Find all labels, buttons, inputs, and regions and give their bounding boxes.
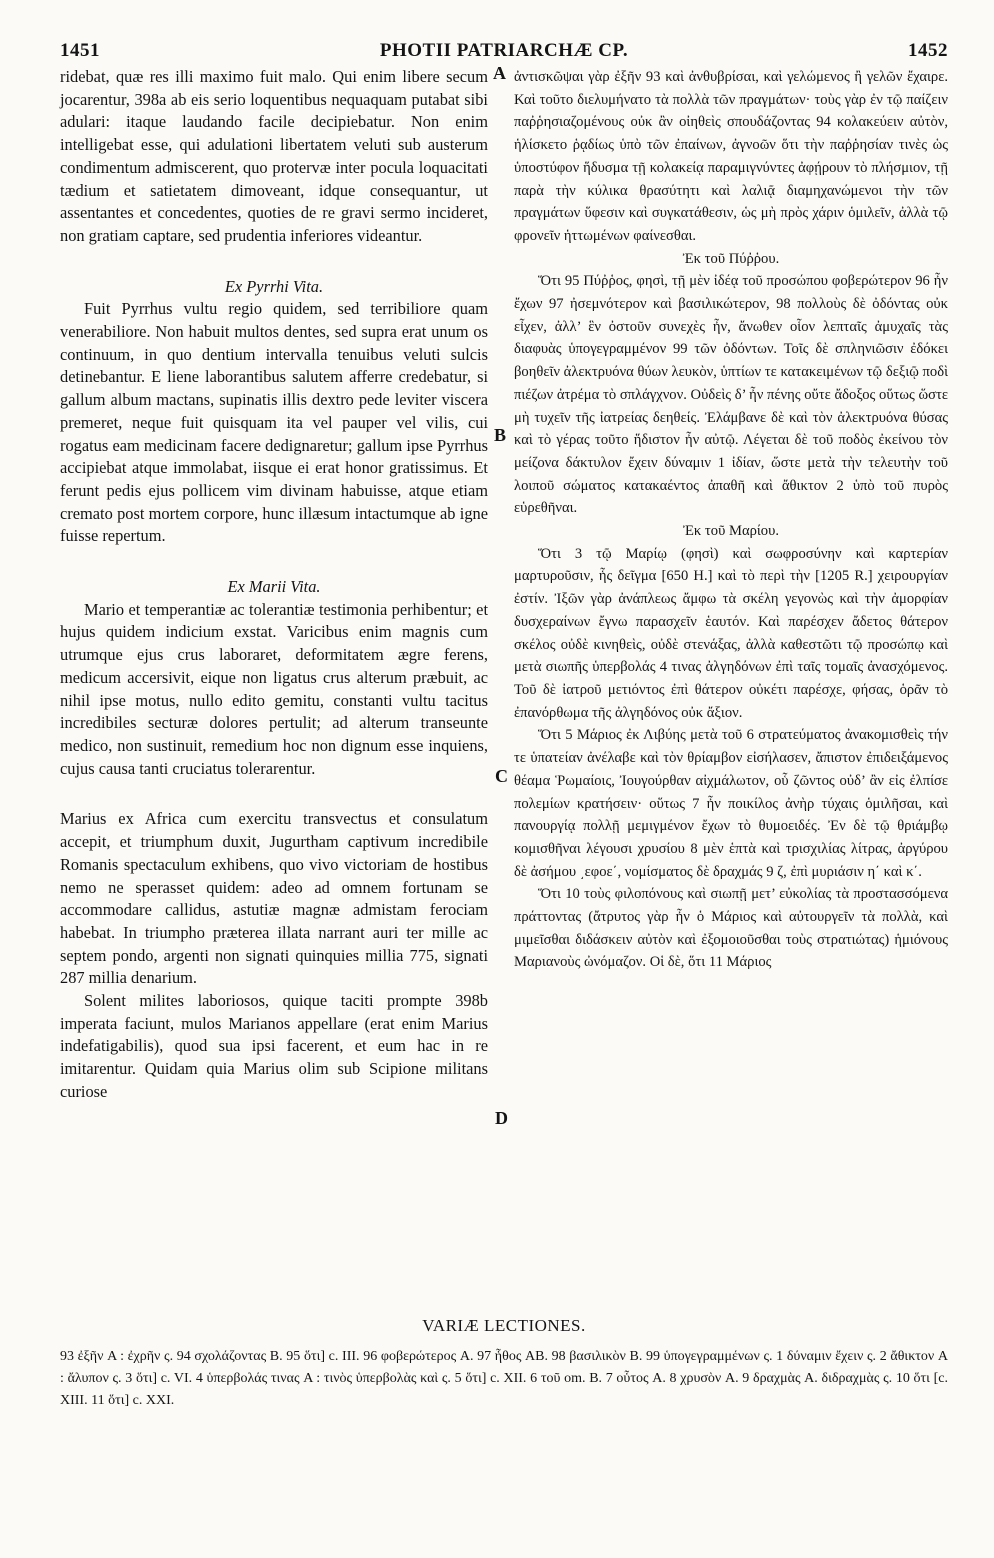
running-title: PHOTII PATRIARCHÆ CP. bbox=[379, 40, 629, 61]
latin-heading-pyrrhus: Ex Pyrrhi Vita. bbox=[224, 276, 324, 296]
greek-paragraph-3: Ὅτι 3 τῷ Μαρίῳ (φησὶ) καὶ σωφροσύνην καὶ καρτερίαν μαρτυροῦσιν, ἧς δεῖγμα [650 H.] καὶ τὸ περὶ τὴν [1205 R.] χειρουργίαν ἐστίν. Ἰξῶν γὰρ ἀνάπλεως ἄμφω τὰ σκέλη γεγονὼς καὶ τὴν ἀμορφίαν δυσχεραίνων ἔγνω παρασχεῖν ἑαυτόν. Καὶ παρέσχεν ἄδετος θάτερον σκέλος οὐδὲ κινηθεὶς, οὐδὲ στενάξας, ἀλλὰ καθεστῶτι τῷ προσώπῳ καὶ μετὰ σιωπῆς ὑπερβολάς 4 τινας ἀλγηδόνων ἐπὶ ταῖς τομαῖς ἀνασχόμενος. Τοῦ δὲ ἰατροῦ μετιόντος ἐπὶ θάτερον οὐκέτι παρέσχε, φήσας, ὁρᾶν τὸ ἐπανόρθωμα τῆς ἀλγηδόνος οὐκ ἄξιον. bbox=[514, 545, 948, 721]
variae-lectiones-title: VARIÆ LECTIONES. bbox=[422, 1316, 586, 1335]
latin-paragraph-5: Solent milites laboriosos, quique taciti prompte 398b imperata faciunt, mulos Marianos appellare (erat enim Marius indefatigabilis), quod sua ipsi facerent, et eum hac in re imitarentur. Quidam quia Marius olim sub Scipione militans curiose bbox=[60, 991, 488, 1101]
latin-paragraph-2: Fuit Pyrrhus vultu regio quidem, sed terribiliore quam venerabiliore. Non habuit multos dentes, sed supra erat unum os continuum, in quo dentium intervalla tenuibus veluti sulcis detinebantur. E liene laborantibus salutem afferre credebatur, si gallum album mactans, supinatis illis dextro pede leviter viscera premeret, neque fuit quisquam ita vel pauper vel vilis, cui rogatus eam medicinam facere dedignaretur; gallum ipse Pyrrhus accipiebat atque immolabat, iisque ei erat honor gratissimus. Et ferunt pedis ejus pollicem vim divinam habuisse, atque etiam cremato post mortem corpore, hunc illæsum intactumque ab igne fuisse repertum. bbox=[60, 299, 488, 546]
margin-marker-d: D bbox=[495, 1108, 508, 1128]
page-number-right: 1452 bbox=[908, 40, 948, 61]
margin-marker-c: C bbox=[495, 766, 508, 786]
latin-heading-marius: Ex Marii Vita. bbox=[227, 577, 321, 597]
greek-column bbox=[514, 66, 948, 974]
variae-lectiones-text: 93 ἐξῆν A : ἐχρῆν ς. 94 σχολάζοντας B. 95 ὅτι] c. III. 96 φοβερώτερος A. 97 ἦθος AB. 98 βασιλικὸν B. 99 ὑπογεγραμμένων ς. 1 δύναμιν ἔχειν ς. 2 ἄθικτον A : ἄλυπον ς. 3 ὅτι] c. VI. 4 ὑπερβολάς τινας A : τινὸς ὑπερβολὰς καὶ ς. 5 ὅτι] c. XII. 6 τοῦ om. B. 7 οὗτος A. 8 χρυσὸν A. 9 δραχμὰς A. διδραχμὰς ς. 10 ὅτι [c. XIII. 11 ὅτι] c. XXI. bbox=[60, 1349, 948, 1408]
page-number-left: 1451 bbox=[60, 40, 100, 61]
greek-paragraph-2: Ὅτι 95 Πύῤῥος, φησὶ, τῇ μὲν ἰδέᾳ τοῦ προσώπου φοβερώτερον 96 ἦν ἔχων 97 ἠσεμνότερον καὶ βασιλικώτερον, 98 πολλοὺς δὲ ὀδόντας οὐκ εἶχεν, ἀλλ’ ἓν ὀστοῦν συνεχὲς ἦν, ἄνωθεν οἷον λεπταῖς ἀμυχαῖς τὰς διαφυὰς ὑπογεγραμμένον 99 τῶν ὀδόντων. Τοῖς δὲ σπληνιῶσιν ἐδόκει βοηθεῖν ἀλεκτρυόνα θύων λευκὸν, ὑπτίων τε κατακειμένων τῷ δεξιῷ ποδὶ πιέζων ἀτρέμα τὸ σπλάγχνον. Οὐδεὶς δ’ ἦν πένης οὔτε ἄδοξος οὕτως ὥστε μὴ τυχεῖν τῆς ἰατρείας δεηθείς. Ἐλάμβανε δὲ καὶ τὸν ἀλεκτρυόνα θύσας καὶ τὸ γέρας τοῦτο ἥδιστον ἦν αὐτῷ. Λέγεται δὲ τοῦ ποδὸς ἐκείνου τὸν μείζονα δάκτυλον ἔχειν δύναμιν 1 ἰδίαν, ὥστε μετὰ τὴν τελευτὴν τοῦ λοιποῦ σώματος κατακαέντος ἀπαθῆ καὶ ἄθικτον 2 ὑπὸ τοῦ πυρὸς εὑρεθῆναι. bbox=[514, 273, 948, 517]
greek-paragraph-4: Ὅτι 5 Μάριος ἐκ Λιβύης μετὰ τοῦ 6 στρατεύματος ἀνακομισθεὶς τήν τε ὑπατείαν ἀνέλαβε καὶ τὸν θρίαμβον εἰσήλασεν, ἄπιστον ἐπιδειξάμενος θέαμα Ῥωμαίοις, Ἰουγούρθαν αἰχμάλωτον, οὗ ζῶντος οὐδ’ ἂν εἰς ἐλπίσε πολεμίων κρατήσειν· οὕτως 7 ἦν ποικίλος ἀνὴρ τύχαις ὁμιλῆσαι, καὶ πανουργίᾳ πολλῇ μεμιγμένον ἔχων τὸ θυμοειδές. Ἐν δὲ τῷ θριάμβῳ κομισθῆναι λέγουσι χρυσίου 8 μὲν ἑπτὰ καὶ τρισχιλίας λίτρας, ἀργύρου δὲ ἀσήμου ͵εφοε΄, νομίσματος δὲ δραχμάς 9 ζ, ἐπὶ μυριάσιν η΄ καὶ κ΄. bbox=[514, 727, 948, 880]
greek-paragraph-5: Ὅτι 10 τοὺς φιλοπόνους καὶ σιωπῇ μετ’ εὐκολίας τὰ προστασσόμενα πράττοντας (ἄτρυτος γὰρ ἦν ὁ Μάριος καὶ αὐτουργεῖν τὰ πολλὰ, καὶ μιμεῖσθαι διδάσκειν αὐτὸν καὶ ἐξομοιοῦσθαι τοὺς στρατιώτας) ἡμιόνους Μαριανοὺς ὠνόμαζον. Οἱ δὲ, ὅτι 11 Μάριος bbox=[514, 886, 948, 971]
margin-marker-a: A bbox=[493, 63, 506, 83]
latin-paragraph-1: ridebat, quæ res illi maximo fuit malo. Qui enim libere secum jocarentur, 398a ab eis serio loquentibus nequaquam putabat sibi adulari: itaque laudando facile decipiebatur. Non enim intelligebat esse, qui adulationi libertatem veluti sub austerum condimentum admiscerent, quo protervæ inter pocula loquacitati tædium et satietatem dimoveant, idque consequantur, ut assentantes et concedentes, quoties de re gravi sermo incideret, non gratiam captare, sed prudentia inferiores videantur. bbox=[60, 67, 488, 245]
greek-heading-marius: Ἐκ τοῦ Μαρίου. bbox=[683, 523, 779, 540]
margin-marker-b: B bbox=[494, 425, 507, 445]
latin-column bbox=[60, 66, 488, 1104]
greek-paragraph-1: ἀντισκῶψαι γὰρ ἐξῆν 93 καὶ ἀνθυβρίσαι, καὶ γελώμενος ἢ γελῶν ἔχαιρε. Καὶ τοῦτο διελυμήνατο τὰ πολλὰ τῶν πραγμάτων· τοὺς γὰρ ἐν τῷ παίζειν παῤῥησιαζομένους οὐκ ἂν οἰηθεὶς σπουδάζοντας 94 κολακεύειν αὐτὸν, ἡλίσκετο ῥᾳδίως ὑπὸ τῶν ἐπαίνων, ἀγνοῶν ὅτι τὴν παῤῥησίαν τινὲς ὡς ὑποστύφον ἥδυσμα τῇ κολακείᾳ παραμιγνύντες ἀφῄρουν τὸ πλήσμιον, τῇ παρὰ τὴν κύλικα θρασύτητι καὶ λαλιᾷ διαμηχανώμενοι τὴν τῶν πραγμάτων ὕφεσιν καὶ συγκατάθεσιν, ὡς μὴ πρὸς χάριν ὁμιλεῖν, ἀλλὰ τῷ φρονεῖν ἡττωμένων φαίνεσθαι. bbox=[514, 69, 948, 244]
latin-paragraph-3: Mario et temperantiæ ac tolerantiæ testimonia perhibentur; et hujus quidem indicium exstat. Varicibus enim magnis cum utrumque ejus crus laboraret, deformitatem ægre ferens, medicum accersivit, eique non ligatus crus alterum præbuit, ac nihil ipse motus, nullo edito gemitu, constanti vultu tacitus incredibiles secturæ dolores pertulit; ad alterum transeunte medico, non sustinuit, remedium hoc non dignum esse inquiens, cujus causa tanti cruciatus tolerarentur. bbox=[60, 599, 488, 778]
latin-paragraph-4: Marius ex Africa cum exercitu transvectus et consulatum accepit, et triumphum duxit, Jugurtham captivum incredibile Romanis spectaculum exhibens, quo vivo victoriam de hostibus nemo ne sperasset quidem: adeo ad omnem fortunam se accommodare callidus, astutiæ magnæ admistam ferociam habebat. In triumpho præterea illata narrant auri ter mille ac septem pondo, argenti non signati quinquies millia 775, signati 287 millia denarium. bbox=[60, 809, 488, 988]
greek-heading-pyrrhus: Ἐκ τοῦ Πύῤῥου. bbox=[682, 250, 780, 267]
